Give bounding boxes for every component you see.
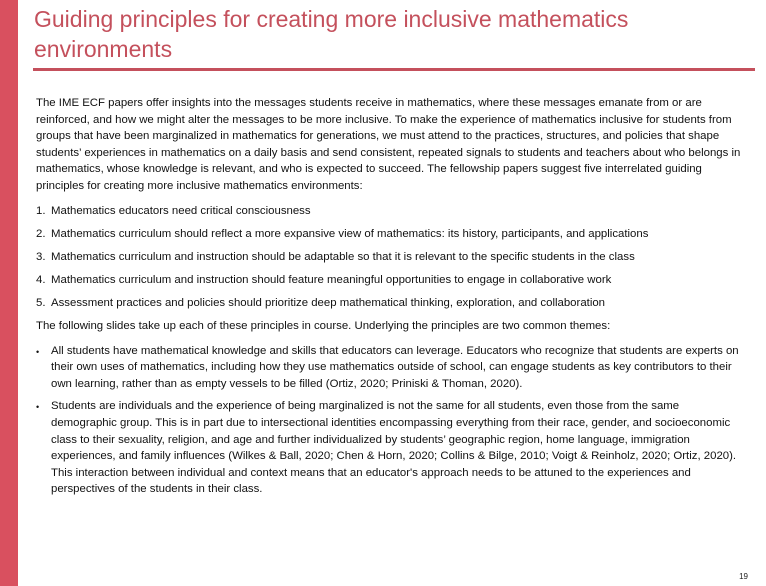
list-number: 1. xyxy=(36,204,46,217)
theme-item xyxy=(36,343,744,393)
principle-text: Mathematics educators need critical consciousness xyxy=(51,204,311,217)
intro-paragraph: The IME ECF papers offer insights into the messages students receive in mathematics, where these messages emanate from or are reinforced, and how we might alter the messages to be more inclusive. To make the experience of mathematics inclusive for students from groups that have been marginalized in mathematics for generations, we must attend to the practices, structures, and policies that shape students’ experiences in mathematics on a daily basis and send consistent, repeated signals to students and teachers about who belongs in mathematics, whose knowledge is relevant, and who is expected to succeed. The fellowship papers suggest five interrelated guiding principles for creating more inclusive mathematics environments: xyxy=(36,97,741,192)
principle-text: Mathematics curriculum should reflect a more expansive view of mathematics: its history, participants, and applications xyxy=(51,227,649,240)
principle-item xyxy=(36,226,744,243)
slide-body xyxy=(36,95,744,504)
accent-bar xyxy=(0,0,18,586)
principle-item xyxy=(36,295,744,312)
principles-list xyxy=(36,203,744,312)
themes-list xyxy=(36,343,744,498)
principle-item xyxy=(36,249,744,266)
list-number: 4. xyxy=(36,273,46,286)
slide-title: Guiding principles for creating more inclusive mathematics environments xyxy=(34,6,629,62)
principle-item xyxy=(36,272,744,289)
principle-item xyxy=(36,203,744,220)
page-number: 19 xyxy=(739,572,748,581)
bullet-icon: • xyxy=(36,346,40,357)
list-number: 2. xyxy=(36,227,46,240)
theme-item xyxy=(36,398,744,498)
theme-text: Students are individuals and the experience of being marginalized is not the same for all students, even those from the same demographic group. This is in part due to intersectional identities encompassing everything from their race, gender, and socioeconomic class to their sexuality, religion, and age and further individualized by students’ geographic region, home language, immigration experiences, and family influences (Wilkes & Ball, 2020; Chen & Horn, 2020; Collins & Bilge, 2010; Voigt & Reinholz, 2020; Ortiz, 2020). This interaction between individual and context means that an educator's approach needs to be attuned to the experiences and perspectives of the students in their class. xyxy=(51,400,737,496)
principle-text: Mathematics curriculum and instruction should be adaptable so that it is relevant to the specific students in the class xyxy=(51,250,635,263)
list-number: 5. xyxy=(36,296,46,309)
themes-intro-paragraph: The following slides take up each of these principles in course. Underlying the principles are two common themes: xyxy=(36,320,611,333)
principle-text: Assessment practices and policies should prioritize deep mathematical thinking, exploration, and collaboration xyxy=(51,296,606,309)
list-number: 3. xyxy=(36,250,46,263)
title-divider xyxy=(33,68,755,71)
bullet-icon: • xyxy=(36,402,40,413)
principle-text: Mathematics curriculum and instruction should feature meaningful opportunities to engage in collaborative work xyxy=(51,273,612,286)
theme-text: All students have mathematical knowledge and skills that educators can leverage. Educators who recognize that students are experts on their own uses of mathematics, including how they use mathematics outside of school, can engage students as key contributors to their own learning, rather than as empty vessels to be filled (Ortiz, 2020; Priniski & Thoman, 2020). xyxy=(51,344,739,390)
